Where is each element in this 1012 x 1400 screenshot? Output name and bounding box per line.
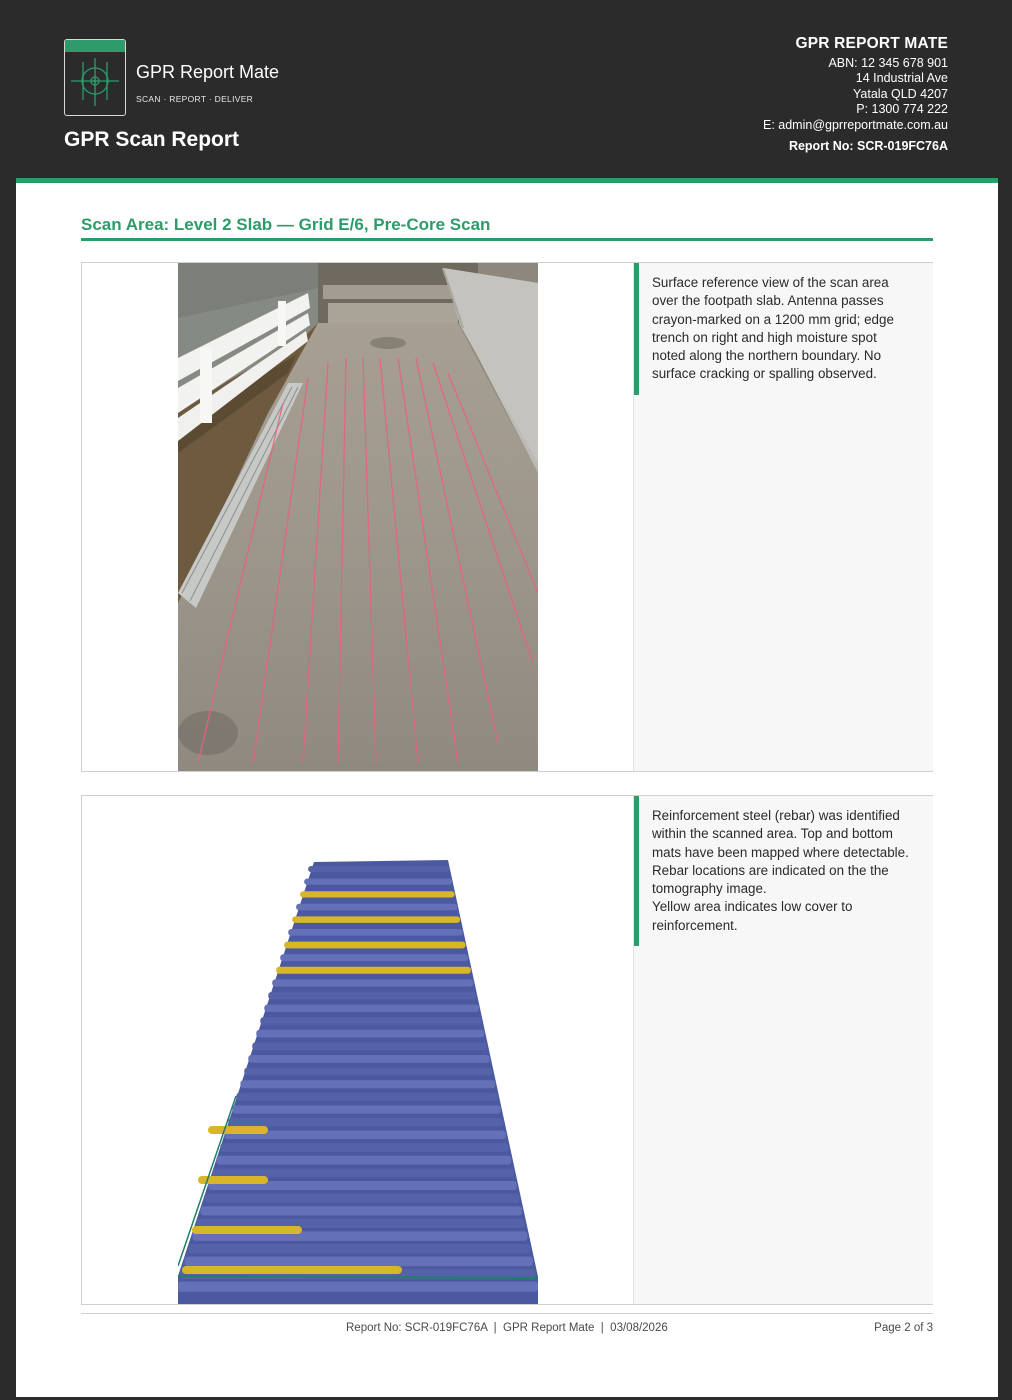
tomography-panel [81, 795, 933, 1305]
rebar-bar [248, 1055, 489, 1063]
tomography-description: Reinforcement steel (rebar) was identified within the scanned area. Top and bottom mats have been mapped where detectable. Rebar locations are indicated on the the tomography image. Yellow area indicates low cover to reinforcement. [652, 808, 909, 933]
rebar-bar [220, 1143, 508, 1152]
rebar-bar [228, 1118, 503, 1126]
rebar-bar [189, 1244, 531, 1254]
low-cover-bar [182, 1266, 402, 1274]
company-address-line1: 14 Industrial Ave [855, 71, 948, 85]
rebar-bar [280, 954, 468, 961]
company-email: E: admin@gprreportmate.com.au [763, 117, 948, 132]
company-details [763, 36, 948, 155]
rebar-bar [252, 1042, 487, 1050]
surface-description: Surface reference view of the scan area over the footpath slab. Antenna passes crayon-marked on a 1200 mm grid; edge trench on right and high moisture spot noted along the northern boundary. No surface cracking or spalling observed. [652, 275, 894, 382]
rebar-bar [292, 916, 460, 923]
rebar-bar [236, 1093, 497, 1101]
header-accent-bar [16, 178, 998, 183]
rebar-bar [256, 1030, 484, 1038]
rebar-bar [260, 1017, 481, 1024]
rebar-bar [308, 866, 449, 872]
surface-photo [178, 263, 538, 771]
rebar-bar [296, 904, 457, 910]
rebar-bar [284, 942, 465, 949]
rebar-bar [288, 929, 463, 936]
surface-photo-panel [81, 262, 933, 772]
rebar-bar [178, 1282, 538, 1292]
rebar-bar [205, 1194, 520, 1203]
tomography-description-box [633, 796, 933, 1304]
rebar-bar [244, 1068, 492, 1076]
company-abn: ABN: 12 345 678 901 [828, 55, 948, 70]
brand-tagline: SCAN · REPORT · DELIVER [136, 94, 254, 104]
low-cover-bar [208, 1126, 268, 1134]
gpr-logo-icon [64, 39, 126, 116]
company-address-line2: Yatala QLD 4207 [853, 86, 948, 101]
scan-area-title: Scan Area: Level 2 Slab — Grid E/6, Pre-Core Scan [81, 215, 491, 234]
rebar-bar [240, 1080, 495, 1088]
surface-description-box [633, 263, 933, 771]
rebar-bar [276, 967, 471, 974]
tomography-image [178, 796, 538, 1304]
company-name: GPR REPORT MATE [795, 35, 948, 52]
rebar-bar [216, 1156, 511, 1165]
rebar-bar [264, 1005, 479, 1012]
description-accent-bar [634, 796, 639, 946]
rebar-bar [213, 1168, 515, 1177]
brand-name: GPR Report Mate [136, 62, 280, 82]
section-rule [81, 238, 933, 241]
report-number: Report No: SCR-019FC76A [788, 139, 948, 153]
rebar-bar [185, 1257, 533, 1267]
rebar-bar [268, 992, 476, 999]
report-title: GPR Scan Report [64, 128, 240, 151]
rebar-bar [304, 879, 452, 885]
rebar-bar [201, 1206, 523, 1215]
rebar-bar [272, 979, 473, 986]
description-accent-bar [634, 263, 639, 395]
footer-report-info: Report No: SCR-019FC76A | GPR Report Mate | 03/08/2026 [346, 1322, 668, 1334]
rebar-bar [300, 891, 455, 897]
rebar-bar [232, 1105, 500, 1113]
low-cover-bar [192, 1226, 302, 1234]
page-number: Page 2 of 3 [874, 1322, 933, 1334]
footer-rule [81, 1313, 933, 1314]
company-phone: P: 1300 774 222 [856, 102, 948, 116]
